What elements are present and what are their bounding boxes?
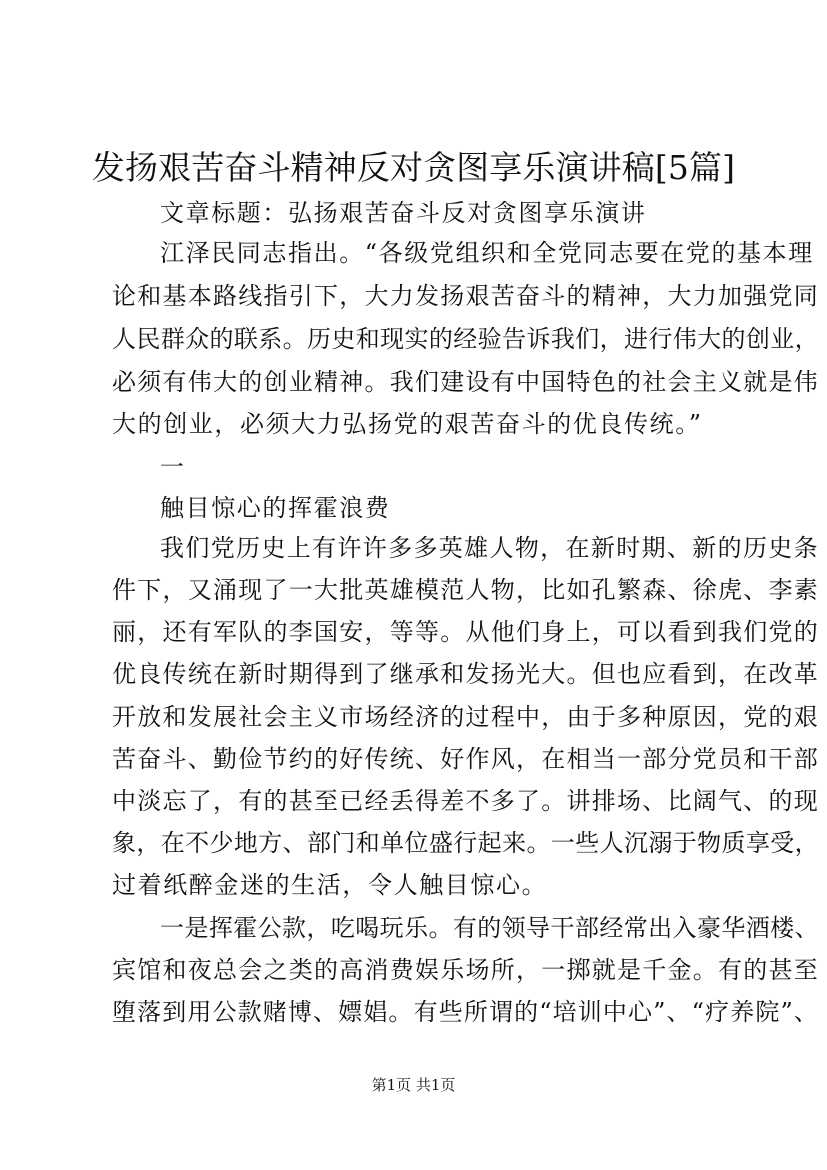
paragraph-line: 江泽民同志指出。“各级党组织和全党同志要在党的基本理 [160, 239, 814, 267]
document-title: 发扬艰苦奋斗精神反对贪图享乐演讲稿[5篇] [91, 148, 736, 187]
paragraph-line: 论和基本路线指引下，大力发扬艰苦奋斗的精神，大力加强党同 [112, 282, 819, 310]
section-heading: 触目惊心的挥霍浪费 [160, 494, 391, 522]
paragraph-line: 大的创业，必须大力弘扬党的艰苦奋斗的优良传统。” [112, 410, 703, 438]
page-footer: 第1页 共1页 [371, 1076, 456, 1094]
paragraph-line: 苦奋斗、勤俭节约的好传统、好作风，在相当一部分党员和干部 [112, 745, 819, 773]
paragraph-line: 象，在不少地方、部门和单位盛行起来。一些人沉溺于物质享受， [112, 829, 819, 857]
paragraph-line: 开放和发展社会主义市场经济的过程中，由于多种原因，党的艰 [112, 703, 819, 731]
paragraph-line: 堕落到用公款赌博、嫖娼。有些所谓的“培训中心”、“疗养院”、 [112, 998, 819, 1026]
paragraph-line: 丽，还有军队的李国安，等等。从他们身上，可以看到我们党的 [112, 618, 819, 646]
article-subtitle: 文章标题：弘扬艰苦奋斗反对贪图享乐演讲 [160, 199, 647, 227]
paragraph-line: 人民群众的联系。历史和现实的经验告诉我们，进行伟大的创业， [112, 325, 819, 353]
paragraph-line: 优良传统在新时期得到了继承和发扬光大。但也应看到，在改革 [112, 660, 819, 688]
section-number: 一 [160, 453, 186, 481]
paragraph-line: 过着纸醉金迷的生活，令人触目惊心。 [112, 871, 548, 899]
paragraph-line: 我们党历史上有许许多多英雄人物，在新时期、新的历史条 [160, 534, 819, 562]
paragraph-line: 中淡忘了，有的甚至已经丢得差不多了。讲排场、比阔气、的现 [112, 787, 819, 815]
paragraph-line: 件下，又涌现了一大批英雄模范人物，比如孔繁森、徐虎、李素 [112, 576, 819, 604]
paragraph-line: 一是挥霍公款，吃喝玩乐。有的领导干部经常出入豪华酒楼、 [160, 914, 819, 942]
paragraph-line: 宾馆和夜总会之类的高消费娱乐场所，一掷就是千金。有的甚至 [112, 956, 819, 984]
paragraph-line: 必须有伟大的创业精神。我们建设有中国特色的社会主义就是伟 [112, 368, 819, 396]
